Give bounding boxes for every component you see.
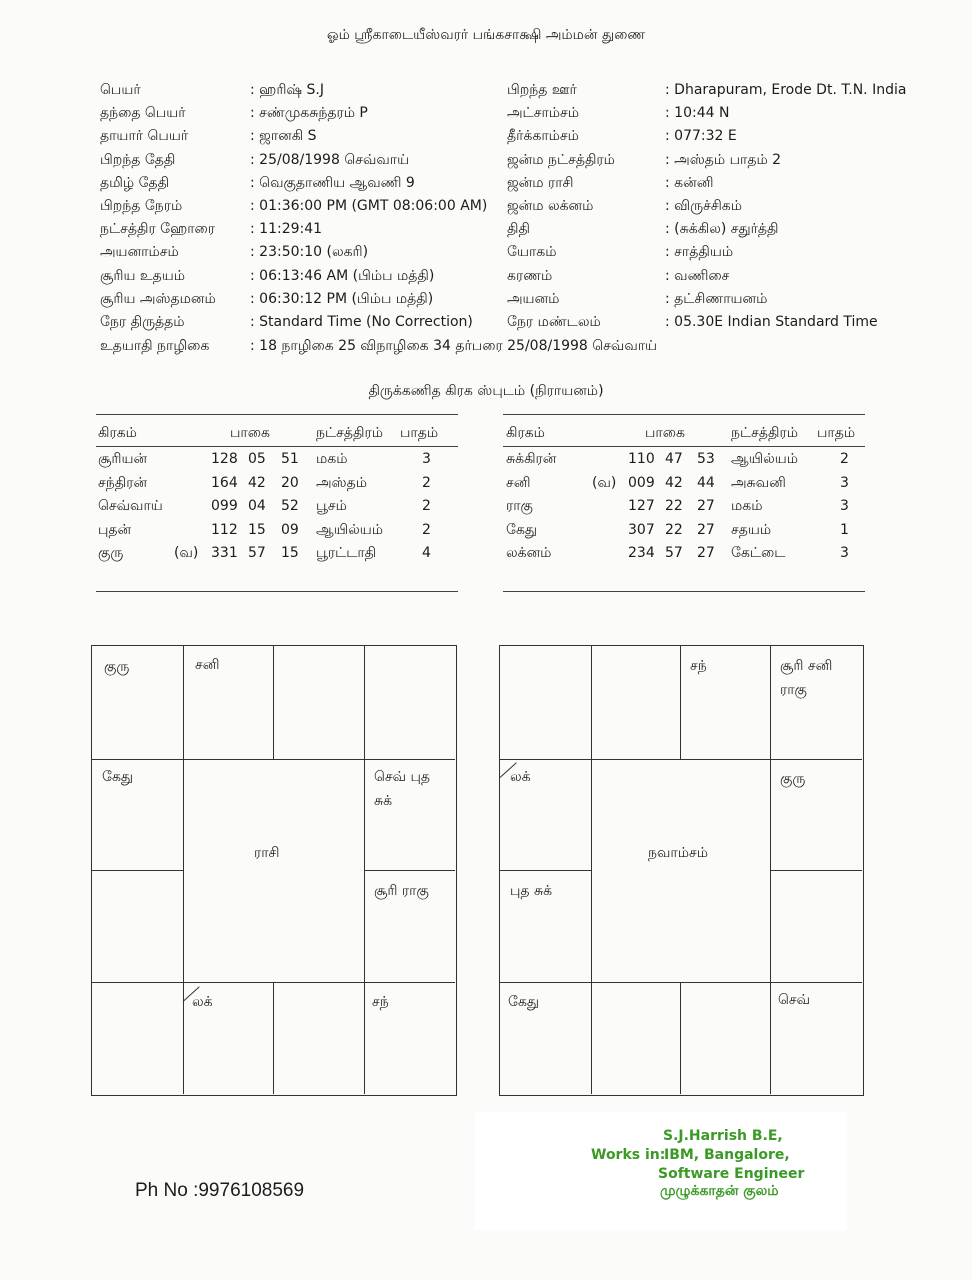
detail-label: நேர திருத்தம் (100, 314, 185, 330)
detail-value: : 10:44 N (665, 105, 730, 122)
degree-value: 234 (628, 545, 655, 561)
detail-label: அட்சாம்சம் (507, 105, 580, 122)
minute-value: 04 (248, 498, 266, 514)
detail-value: : வணிசை (665, 267, 730, 284)
nakshatra-name: சதயம் (731, 521, 772, 538)
pada-value: 2 (422, 521, 431, 538)
col-header-bagai: பாகை (230, 425, 270, 441)
table-line (503, 446, 865, 447)
planet-name: சந்திரன் (98, 474, 148, 491)
second-value: 20 (281, 474, 299, 491)
detail-value: : 11:29:41 (250, 221, 323, 238)
rasi-cell-6: கேது (102, 769, 134, 785)
rasi-center-label: ராசி (254, 845, 280, 861)
planet-name: கேது (506, 521, 538, 538)
pada-value: 1 (840, 521, 849, 538)
col-header-patham: பாதம் (817, 425, 856, 441)
detail-value: : கன்னி (665, 174, 714, 191)
detail-label: நட்சத்திர ஹோரை (100, 221, 216, 238)
retro-mark: (வ) (174, 545, 199, 561)
detail-value: : 18 நாழிகை 25 விநாழிகை 34 தர்பரை 25/08/1998 செவ்வாய் (250, 338, 658, 354)
detail-label: அயனம் (507, 290, 560, 307)
detail-label: பெயர் (100, 82, 141, 98)
clan-name: முழுக்காதன் குலம் (660, 1183, 779, 1199)
planets-title: திருக்கணித கிரக ஸ்புடம் (நிராயனம்) (368, 383, 604, 399)
pada-value: 2 (422, 498, 431, 514)
second-value: 15 (281, 545, 299, 561)
degree-value: 112 (211, 521, 238, 538)
col-header-patham: பாதம் (400, 425, 439, 441)
table-line (503, 591, 865, 592)
detail-value: : அஸ்தம் பாதம் 2 (665, 151, 782, 168)
planet-name: சூரியன் (98, 451, 148, 467)
navamsa-cell-6: குரு (780, 771, 806, 787)
planet-name: செவ்வாய் (98, 498, 163, 514)
detail-value: : விருச்சிகம் (665, 198, 743, 214)
detail-value: : 23:50:10 (லகரி) (250, 244, 369, 261)
degree-value: 099 (211, 498, 238, 514)
retro-mark: (வ) (592, 474, 617, 491)
navamsa-cell-4: சூரி சனி (780, 658, 833, 674)
table-line (96, 591, 458, 592)
col-header-graham: கிரகம் (98, 425, 137, 441)
minute-value: 22 (665, 498, 683, 514)
pada-value: 3 (422, 451, 431, 467)
detail-value: : 077:32 E (665, 128, 737, 145)
detail-value: : சாத்தியம் (665, 244, 734, 261)
degree-value: 331 (211, 545, 238, 561)
table-line (503, 414, 865, 415)
planet-name: ராகு (506, 498, 533, 514)
detail-label: தீர்க்காம்சம் (507, 128, 579, 145)
detail-label: பிறந்த ஊர் (507, 82, 577, 98)
navamsa-cell-7: புத சுக் (510, 883, 553, 899)
detail-value: : 06:13:46 AM (பிம்ப மத்தி) (250, 267, 435, 284)
planet-name: சுக்கிரன் (506, 451, 557, 467)
nakshatra-name: ஆயில்யம் (731, 451, 798, 467)
detail-value: : (சுக்கில) சதுர்த்தி (665, 221, 779, 238)
detail-label: கரணம் (507, 267, 553, 284)
second-value: 52 (281, 498, 299, 514)
nakshatra-name: ஆயில்யம் (316, 521, 383, 538)
detail-label: தமிழ் தேதி (100, 174, 170, 191)
rasi-cell-2: சனி (195, 657, 220, 673)
author-role: Software Engineer (658, 1166, 805, 1182)
rasi-cell-7: சூரி ராகு (374, 883, 429, 899)
pada-value: 3 (840, 545, 849, 561)
detail-label: அயனாம்சம் (100, 244, 179, 261)
detail-label: திதி (507, 221, 530, 238)
detail-label: சூரிய உதயம் (100, 267, 186, 284)
second-value: 27 (697, 545, 715, 561)
detail-label: ஜன்ம நட்சத்திரம் (507, 151, 615, 168)
degree-value: 127 (628, 498, 655, 514)
nakshatra-name: மகம் (731, 498, 763, 514)
second-value: 27 (697, 498, 715, 514)
rasi-cell-12: சந் (372, 994, 389, 1010)
detail-value: : ஜானகி S (250, 128, 317, 145)
phone-number: Ph No :9976108569 (135, 1180, 305, 1201)
navamsa-chart (499, 645, 864, 1096)
detail-value: : ஹரிஷ் S.J (250, 82, 324, 98)
col-header-nakshatra: நட்சத்திரம் (316, 425, 383, 441)
second-value: 51 (281, 451, 299, 467)
navamsa-cell-12: செவ் (778, 992, 811, 1008)
detail-value: : 01:36:00 PM (GMT 08:06:00 AM) (250, 198, 488, 214)
detail-value: : சண்முகசுந்தரம் P (250, 105, 368, 122)
degree-value: 009 (628, 474, 655, 491)
second-value: 27 (697, 521, 715, 538)
works-value: IBM, Bangalore, (664, 1147, 790, 1163)
minute-value: 42 (665, 474, 683, 491)
detail-label: சூரிய அஸ்தமனம் (100, 290, 216, 307)
detail-value: : 25/08/1998 செவ்வாய் (250, 151, 410, 168)
detail-value: : Standard Time (No Correction) (250, 314, 473, 330)
minute-value: 47 (665, 451, 683, 467)
table-line (96, 446, 458, 447)
nakshatra-name: பூரட்டாதி (316, 545, 377, 561)
author-name: S.J.Harrish B.E, (663, 1128, 783, 1144)
detail-label: பிறந்த தேதி (100, 151, 176, 168)
detail-label: பிறந்த நேரம் (100, 198, 183, 214)
nakshatra-name: அசுவனி (731, 474, 786, 491)
nakshatra-name: மகம் (316, 451, 348, 467)
detail-value: : தட்சிணாயனம் (665, 290, 768, 307)
minute-value: 15 (248, 521, 266, 538)
second-value: 53 (697, 451, 715, 467)
rasi-cell-5: செவ் புத (374, 769, 431, 785)
degree-value: 110 (628, 451, 655, 467)
navamsa-center-label: நவாம்சம் (648, 845, 708, 861)
planet-name: சனி (506, 474, 531, 491)
col-header-bagai: பாகை (645, 425, 685, 441)
nakshatra-name: பூசம் (316, 498, 347, 514)
pada-value: 2 (840, 451, 849, 467)
detail-label: ஜன்ம ராசி (507, 174, 574, 191)
degree-value: 128 (211, 451, 238, 467)
planet-name: லக்னம் (506, 545, 552, 561)
navamsa-cell-3: சந் (690, 658, 707, 674)
minute-value: 57 (665, 545, 683, 561)
planet-name: குரு (98, 545, 124, 561)
minute-value: 42 (248, 474, 266, 491)
page-header: ஓம் ஸ்ரீகாடையீஸ்வரர் பங்கசாக்ஷி அம்மன் துணை (326, 27, 646, 43)
second-value: 09 (281, 521, 299, 538)
minute-value: 22 (665, 521, 683, 538)
detail-value: : Dharapuram, Erode Dt. T.N. India (665, 82, 907, 98)
pada-value: 3 (840, 474, 849, 491)
detail-value: : வெகுதாணிய ஆவணி 9 (250, 174, 415, 191)
detail-label: தந்தை பெயர் (100, 105, 186, 122)
degree-value: 307 (628, 521, 655, 538)
detail-label: உதயாதி நாழிகை (100, 338, 210, 354)
navamsa-cell-9: கேது (508, 994, 540, 1010)
second-value: 44 (697, 474, 715, 491)
table-line (96, 414, 458, 415)
rasi-cell-5b: சுக் (374, 793, 393, 809)
degree-value: 164 (211, 474, 238, 491)
works-label: Works in: (591, 1147, 666, 1163)
detail-value: : 06:30:12 PM (பிம்ப மத்தி) (250, 290, 434, 307)
pada-value: 4 (422, 545, 431, 561)
rasi-cell-10: லக் (192, 994, 213, 1010)
detail-label: ஜன்ம லக்னம் (507, 198, 594, 214)
detail-label: நேர மண்டலம் (507, 314, 601, 330)
col-header-graham: கிரகம் (506, 425, 545, 441)
navamsa-cell-5: லக் (510, 769, 531, 785)
planet-name: புதன் (98, 521, 132, 538)
nakshatra-name: அஸ்தம் (316, 474, 367, 491)
nakshatra-name: கேட்டை (731, 545, 786, 561)
detail-label: யோகம் (507, 244, 557, 261)
rasi-chart (91, 645, 457, 1096)
minute-value: 05 (248, 451, 266, 467)
navamsa-cell-4b: ராகு (780, 682, 807, 698)
pada-value: 2 (422, 474, 431, 491)
minute-value: 57 (248, 545, 266, 561)
pada-value: 3 (840, 498, 849, 514)
rasi-cell-1: குரு (104, 659, 130, 675)
detail-label: தாயார் பெயர் (100, 128, 189, 145)
col-header-nakshatra: நட்சத்திரம் (731, 425, 798, 441)
detail-value: : 05.30E Indian Standard Time (665, 314, 878, 330)
